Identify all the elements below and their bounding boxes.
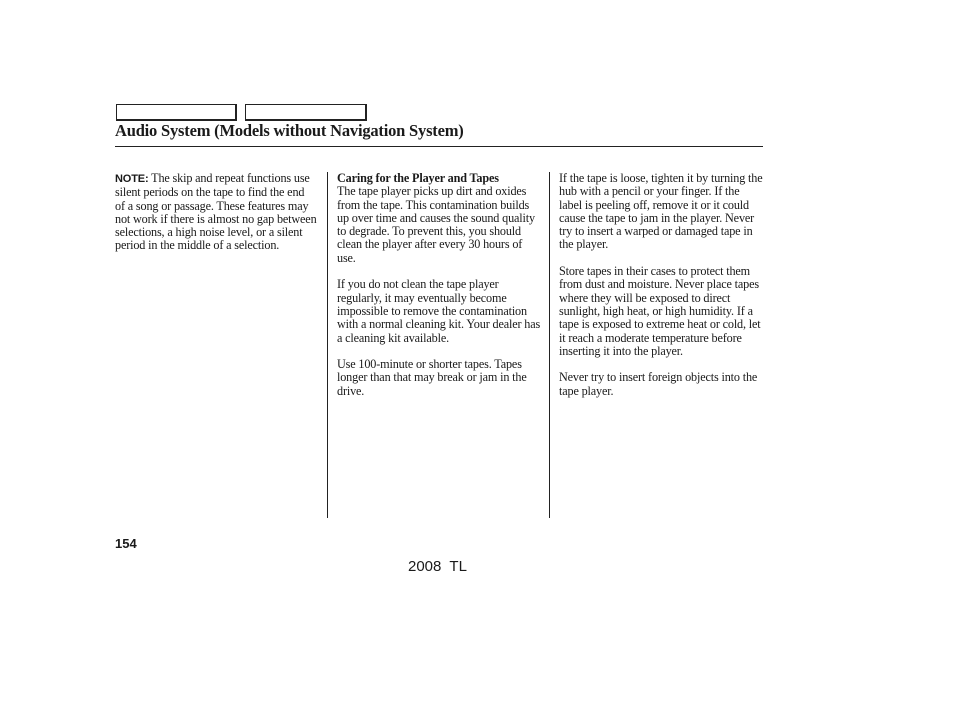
page-number: 154 (115, 536, 137, 551)
nav-tab-box-2[interactable] (245, 104, 367, 121)
column-tapes (559, 172, 765, 411)
care-paragraph-2: If you do not clean the tape player regularly, it may eventually become impossible to remove the contamination with a normal cleaning kit. Your dealer has a cleaning kit available. (337, 277, 541, 345)
tapes-paragraph-3: Never try to insert foreign objects into the tape player. (559, 370, 758, 398)
column-care (337, 172, 542, 411)
care-text-1: The tape player picks up dirt and oxides from the tape. This contamination builds up over time and causes the sound quality to degrade. To prevent this, you should clean the player after every 30 hours of use. (337, 184, 535, 265)
care-heading: Caring for the Player and Tapes (337, 171, 499, 185)
section-title: Audio System (Models without Navigation System) (115, 121, 464, 140)
care-paragraph-3: Use 100-minute or shorter tapes. Tapes longer than that may break or jam in the drive. (337, 357, 527, 398)
nav-tab-box-1[interactable] (116, 104, 237, 121)
care-paragraph-1 (337, 172, 542, 265)
column-note (115, 172, 317, 266)
tapes-paragraph-2: Store tapes in their cases to protect them from dust and moisture. Never place tapes where they will be exposed to direct sunlight, high heat, or high humidity. If a tape is exposed to extreme heat or cold, let it reach a moderate temperature before inserting it into the player. (559, 264, 761, 358)
column-divider-2 (549, 172, 550, 518)
tapes-paragraph-1: If the tape is loose, tighten it by turning the hub with a pencil or your finger. If the label is peeling off, remove it or it could cause the tape to jam in the player. Never try to insert a warped or damaged tape in the player. (559, 171, 763, 252)
note-text: The skip and repeat functions use silent periods on the tape to find the end of a song or passage. These features may not work if there is almost no gap between selections, a high noise level, or a silent period in the middle of a selection. (115, 171, 317, 253)
model-footer: 2008 TL (408, 558, 467, 575)
title-rule (115, 146, 763, 147)
note-paragraph (115, 172, 317, 253)
note-label: NOTE: (115, 173, 149, 185)
column-divider-1 (327, 172, 328, 518)
